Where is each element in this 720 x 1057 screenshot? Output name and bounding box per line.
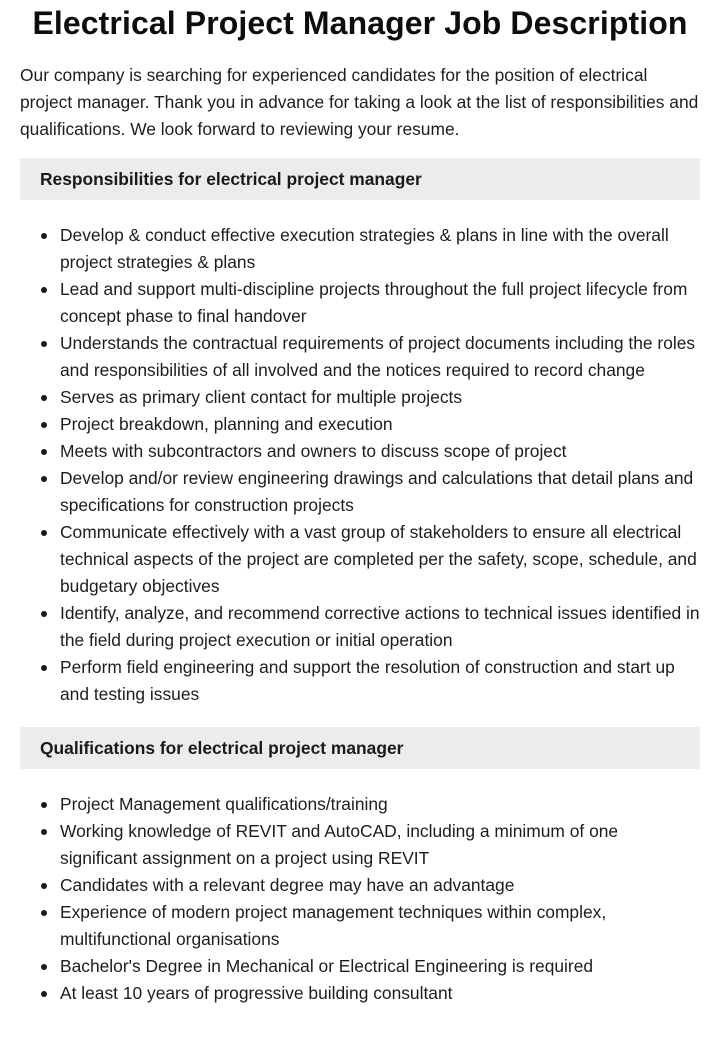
list-item [60, 899, 700, 953]
list-item-text: Experience of modern project management techniques within complex, multifunctional organisations [60, 902, 607, 949]
bullet-icon [41, 611, 47, 617]
bullet-icon [41, 341, 47, 347]
list-item-text: Meets with subcontractors and owners to discuss scope of project [60, 441, 567, 461]
list-item-text: Serves as primary client contact for multiple projects [60, 387, 463, 407]
list-item [60, 276, 700, 330]
bullet-icon [41, 530, 47, 536]
list-item-text: Develop and/or review engineering drawings and calculations that detail plans and specifications for construction projects [60, 468, 694, 515]
list-item-text: Understands the contractual requirements of project documents including the roles and responsibilities of all involved and the notices required to record change [60, 333, 696, 380]
bullet-icon [41, 991, 47, 997]
list-item [60, 953, 700, 980]
list-item-text: Bachelor's Degree in Mechanical or Electrical Engineering is required [60, 956, 594, 976]
bullet-icon [41, 449, 47, 455]
list-item-text: Candidates with a relevant degree may have an advantage [60, 875, 515, 895]
bullet-icon [41, 287, 47, 293]
bullet-icon [41, 829, 47, 835]
list-item [60, 791, 700, 818]
bullet-icon [41, 233, 47, 239]
intro-paragraph: Our company is searching for experienced candidates for the position of electrical project manager. Thank you in advance for taking a look at the list of responsibilities and qualifications. We look forward to reviewing your resume. [20, 65, 699, 139]
list-item [60, 411, 700, 438]
bullet-icon [41, 665, 47, 671]
list-item-text: Develop & conduct effective execution strategies & plans in line with the overall project strategies & plans [60, 225, 669, 272]
list-item [60, 980, 700, 1007]
list-item-text: Project breakdown, planning and execution [60, 414, 393, 434]
responsibilities-list [20, 222, 700, 708]
list-item [60, 330, 700, 384]
bullet-icon [41, 964, 47, 970]
bullet-icon [41, 910, 47, 916]
bullet-icon [41, 802, 47, 808]
qualifications-list [20, 791, 700, 1007]
list-item [60, 600, 700, 654]
bullet-icon [41, 395, 47, 401]
list-item [60, 384, 700, 411]
page-title: Electrical Project Manager Job Description [32, 5, 688, 41]
list-item-text: Project Management qualifications/training [60, 794, 388, 814]
responsibilities-heading: Responsibilities for electrical project manager [20, 158, 700, 200]
list-item [60, 818, 700, 872]
list-item [60, 222, 700, 276]
bullet-icon [41, 883, 47, 889]
qualifications-heading: Qualifications for electrical project manager [20, 727, 700, 769]
list-item-text: At least 10 years of progressive building consultant [60, 983, 453, 1003]
list-item-text: Communicate effectively with a vast group of stakeholders to ensure all electrical technical aspects of the project are completed per the safety, scope, schedule, and budgetary objectives [60, 522, 697, 596]
list-item-text: Lead and support multi-discipline projects throughout the full project lifecycle from concept phase to final handover [60, 279, 688, 326]
bullet-icon [41, 476, 47, 482]
list-item-text: Working knowledge of REVIT and AutoCAD, including a minimum of one significant assignment on a project using REVIT [60, 821, 619, 868]
list-item [60, 654, 700, 708]
list-item-text: Identify, analyze, and recommend corrective actions to technical issues identified in the field during project execution or initial operation [60, 603, 700, 650]
list-item [60, 438, 700, 465]
list-item [60, 519, 700, 600]
bullet-icon [41, 422, 47, 428]
list-item-text: Perform field engineering and support the resolution of construction and start up and testing issues [60, 657, 675, 704]
list-item [60, 872, 700, 899]
list-item [60, 465, 700, 519]
